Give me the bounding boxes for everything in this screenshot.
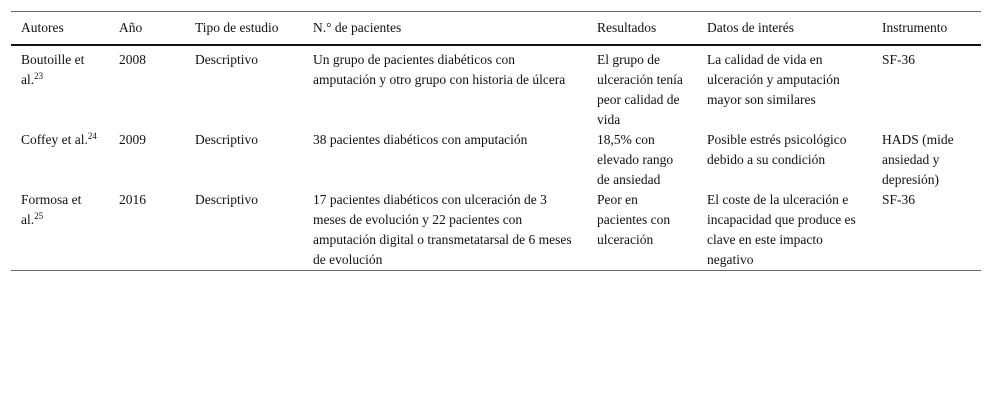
cell-author bbox=[11, 190, 109, 271]
header-tipo-de-estudio: Tipo de estudio bbox=[195, 20, 279, 35]
table-header-row bbox=[11, 12, 981, 46]
cell-study-type: Descriptivo bbox=[195, 192, 258, 207]
table-row bbox=[11, 130, 981, 190]
literature-table-container bbox=[11, 11, 981, 271]
cell-author bbox=[11, 45, 109, 130]
cell-notes: El coste de la ulceración e incapacidad que produce es clave en este impacto negativo bbox=[707, 192, 856, 267]
cell-patients: Un grupo de pacientes diabéticos con amputación y otro grupo con historia de úlcera bbox=[313, 52, 566, 87]
cell-results: El grupo de ulceración tenía peor calidad de vida bbox=[597, 52, 683, 127]
author-name: Boutoille et al. bbox=[21, 52, 85, 87]
cell-patients: 38 pacientes diabéticos con amputación bbox=[313, 132, 528, 147]
cell-results: Peor en pacientes con ulceración bbox=[597, 192, 671, 247]
literature-table bbox=[11, 11, 981, 271]
author-name: Formosa et al. bbox=[21, 192, 82, 227]
cell-notes: La calidad de vida en ulceración y amputación mayor son similares bbox=[707, 52, 840, 107]
cell-instrument: SF-36 bbox=[882, 52, 916, 67]
cell-study-type: Descriptivo bbox=[195, 132, 258, 147]
cell-notes: Posible estrés psicológico debido a su condición bbox=[707, 132, 847, 167]
author-name: Coffey et al. bbox=[21, 132, 88, 147]
reference-number: 25 bbox=[34, 211, 44, 221]
header-numero-de-pacientes: N.° de pacientes bbox=[313, 20, 402, 35]
reference-number: 24 bbox=[87, 131, 97, 141]
cell-patients: 17 pacientes diabéticos con ulceración de 3 meses de evolución y 22 pacientes con amputación digital o transmetatarsal de 6 meses de evolución bbox=[313, 192, 572, 267]
cell-study-type: Descriptivo bbox=[195, 52, 258, 67]
cell-year: 2009 bbox=[119, 132, 146, 147]
cell-instrument: SF-36 bbox=[882, 192, 916, 207]
cell-year: 2008 bbox=[119, 52, 146, 67]
cell-instrument: HADS (mide ansiedad y depresión) bbox=[882, 132, 954, 187]
cell-author bbox=[11, 130, 109, 190]
header-ano: Año bbox=[119, 20, 143, 35]
header-resultados: Resultados bbox=[597, 20, 657, 35]
table-row bbox=[11, 190, 981, 271]
reference-number: 23 bbox=[34, 71, 44, 81]
table-row bbox=[11, 45, 981, 130]
header-datos-de-interes: Datos de interés bbox=[707, 20, 794, 35]
header-instrumento: Instrumento bbox=[882, 20, 948, 35]
cell-year: 2016 bbox=[119, 192, 146, 207]
cell-results: 18,5% con elevado rango de ansiedad bbox=[597, 132, 674, 187]
header-autores: Autores bbox=[21, 20, 64, 35]
